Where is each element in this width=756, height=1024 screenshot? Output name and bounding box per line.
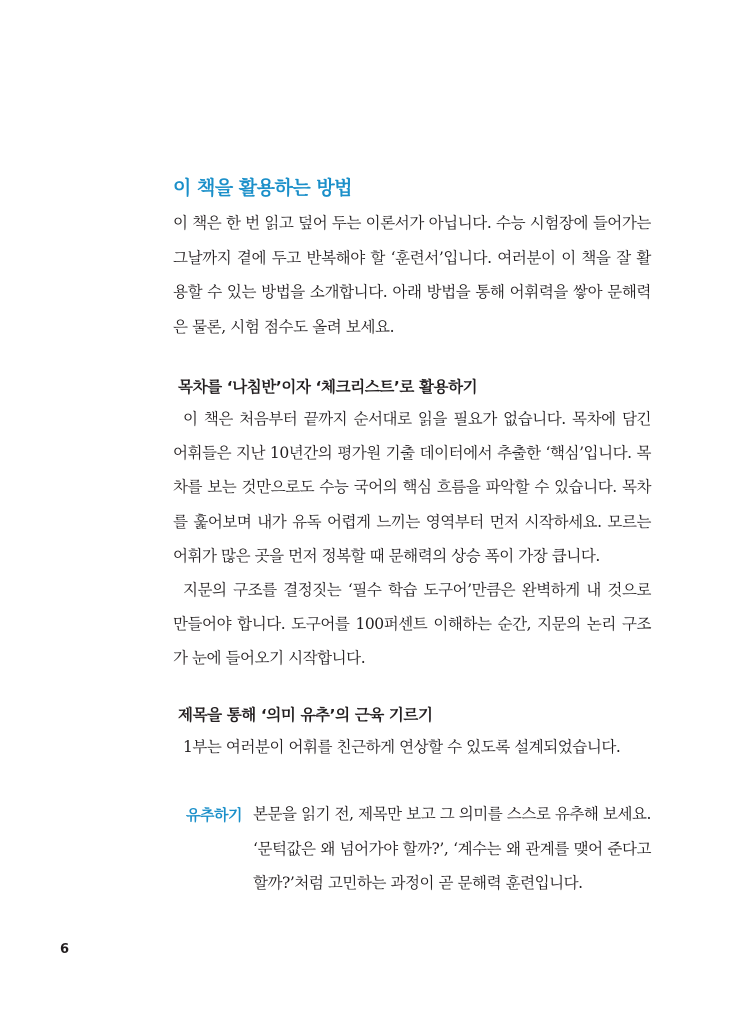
page-number: 6 — [60, 942, 70, 957]
tip-label: 유추하기 — [186, 806, 242, 824]
section-heading-inference: 제목을 통해 ‘의미 유추’의 근육 기르기 — [178, 706, 433, 724]
body-paragraph: 1부는 여러분이 어휘를 친근하게 연상할 수 있도록 설계되었습니다. — [183, 738, 621, 756]
section-body-table-of-contents — [173, 402, 651, 676]
intro-paragraph: 이 책은 한 번 읽고 덮어 두는 이론서가 아닙니다. 수능 시험장에 들어가는 그날까지 곁에 두고 반복해야 할 ‘훈련서’입니다. 여러분이 이 책을 잘 활용할 수 있는 방법을 소개합니다. 아래 방법을 통해 어휘력을 쌓아 문해력은 물론, 시험 점수도 올려 보세요. — [173, 214, 651, 336]
page-title: 이 책을 활용하는 방법 — [173, 177, 353, 199]
body-paragraph: 이 책은 처음부터 끝까지 순서대로 읽을 필요가 없습니다. 목차에 담긴 어휘들은 지난 10년간의 평가원 기출 데이터에서 추출한 ‘핵심’입니다. 목차를 보는 것만으로도 수능 국어의 핵심 흐름을 파악할 수 있습니다. 목차를 훑어보며 내가 유독 어렵게 느끼는 영역부터 먼저 시작하세요. 모르는 어휘가 많은 곳을 먼저 정복할 때 문해력의 상승 폭이 가장 큽니다. — [173, 410, 651, 565]
body-paragraph: 지문의 구조를 결정짓는 ‘필수 학습 도구어’만큼은 완벽하게 내 것으로 만들어야 합니다. 도구어를 100퍼센트 이해하는 순간, 지문의 논리 구조가 눈에 들어오기 시작합니다. — [173, 581, 651, 668]
section-body-inference — [173, 730, 651, 764]
tip-text: 본문을 읽기 전, 제목만 보고 그 의미를 스스로 유추해 보세요. ‘문턱값은 왜 넘어가야 할까?’, ‘계수는 왜 관계를 맺어 준다고 할까?’처럼 고민하는 과정이 곧 문해력 훈련입니다. — [253, 805, 651, 892]
section-heading-table-of-contents: 목차를 ‘나침반’이자 ‘체크리스트’로 활용하기 — [178, 378, 478, 396]
